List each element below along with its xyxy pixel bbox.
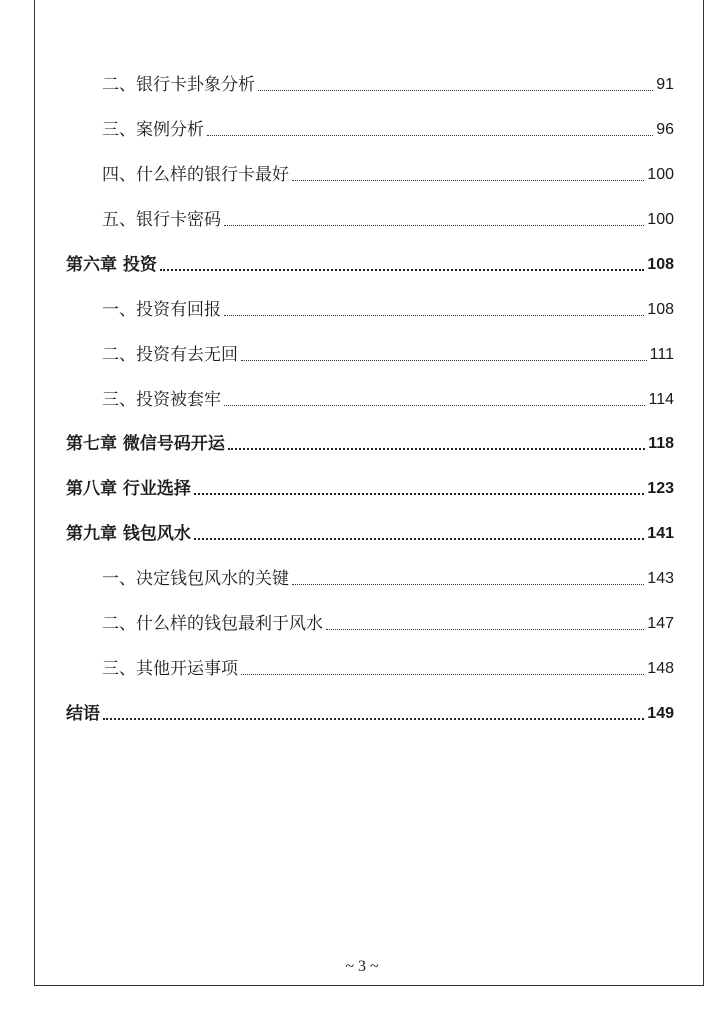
toc-entry-title: 二、银行卡卦象分析	[102, 75, 255, 95]
toc-entry[interactable]	[102, 156, 674, 186]
toc-entry-page-number: 149	[647, 705, 674, 722]
toc-entry-title: 结语	[66, 704, 100, 724]
toc-entry-title: 二、什么样的钱包最利于风水	[102, 614, 323, 634]
toc-entry-page-number: 111	[649, 346, 674, 363]
dot-leader	[241, 360, 647, 361]
toc-entry-title: 一、决定钱包风水的关键	[102, 569, 289, 589]
toc-entry-page-number: 148	[647, 660, 674, 677]
toc-entry-page-number: 91	[656, 76, 674, 93]
toc-entry[interactable]	[102, 336, 674, 366]
toc-chapter-entry[interactable]	[66, 695, 674, 725]
toc-chapter-entry[interactable]	[66, 515, 674, 545]
dot-leader	[207, 135, 653, 136]
toc-entry-title: 二、投资有去无回	[102, 345, 238, 365]
toc-entry-page-number: 118	[648, 435, 674, 452]
toc-entry[interactable]	[102, 381, 674, 411]
toc-entry-title: 四、什么样的银行卡最好	[102, 165, 289, 185]
toc-entry[interactable]	[102, 291, 674, 321]
toc-entry-page-number: 141	[647, 525, 674, 542]
dot-leader	[194, 538, 644, 540]
toc-entry-title: 第六章 投资	[66, 255, 157, 275]
toc-entry-page-number: 100	[647, 166, 674, 183]
toc-entry-title: 三、案例分析	[102, 120, 204, 140]
dot-leader	[228, 448, 645, 450]
dot-leader	[224, 315, 644, 316]
toc-entry[interactable]	[102, 66, 674, 96]
toc-entry-title: 五、银行卡密码	[102, 210, 221, 230]
toc-entry-title: 第八章 行业选择	[66, 479, 191, 499]
toc-entry[interactable]	[102, 605, 674, 635]
dot-leader	[103, 718, 644, 720]
toc-entry-title: 第九章 钱包风水	[66, 524, 191, 544]
toc-entry-page-number: 114	[648, 391, 674, 408]
toc-entry[interactable]	[102, 111, 674, 141]
toc-entry[interactable]	[102, 650, 674, 680]
toc-chapter-entry[interactable]	[66, 470, 674, 500]
toc-entry-page-number: 100	[647, 211, 674, 228]
dot-leader	[292, 180, 644, 181]
toc-entry-page-number: 108	[647, 301, 674, 318]
dot-leader	[258, 90, 653, 91]
toc-entry[interactable]	[102, 560, 674, 590]
toc-entry[interactable]	[102, 201, 674, 231]
dot-leader	[241, 674, 644, 675]
toc-entry-title: 一、投资有回报	[102, 300, 221, 320]
toc-chapter-entry[interactable]	[66, 425, 674, 455]
toc-entry-page-number: 108	[647, 256, 674, 273]
toc-entry-title: 三、其他开运事项	[102, 659, 238, 679]
dot-leader	[224, 225, 644, 226]
page-number-footer: ~ 3 ~	[345, 958, 379, 975]
dot-leader	[292, 584, 644, 585]
dot-leader	[224, 405, 645, 406]
toc-entry-page-number: 123	[647, 480, 674, 497]
toc-entry-title: 三、投资被套牢	[102, 390, 221, 410]
dot-leader	[326, 629, 644, 630]
dot-leader	[160, 269, 644, 271]
toc-entry-page-number: 147	[647, 615, 674, 632]
dot-leader	[194, 493, 644, 495]
toc-chapter-entry[interactable]	[66, 246, 674, 276]
toc-entry-title: 第七章 微信号码开运	[66, 434, 225, 454]
toc-entry-page-number: 96	[656, 121, 674, 138]
toc-entry-page-number: 143	[647, 570, 674, 587]
